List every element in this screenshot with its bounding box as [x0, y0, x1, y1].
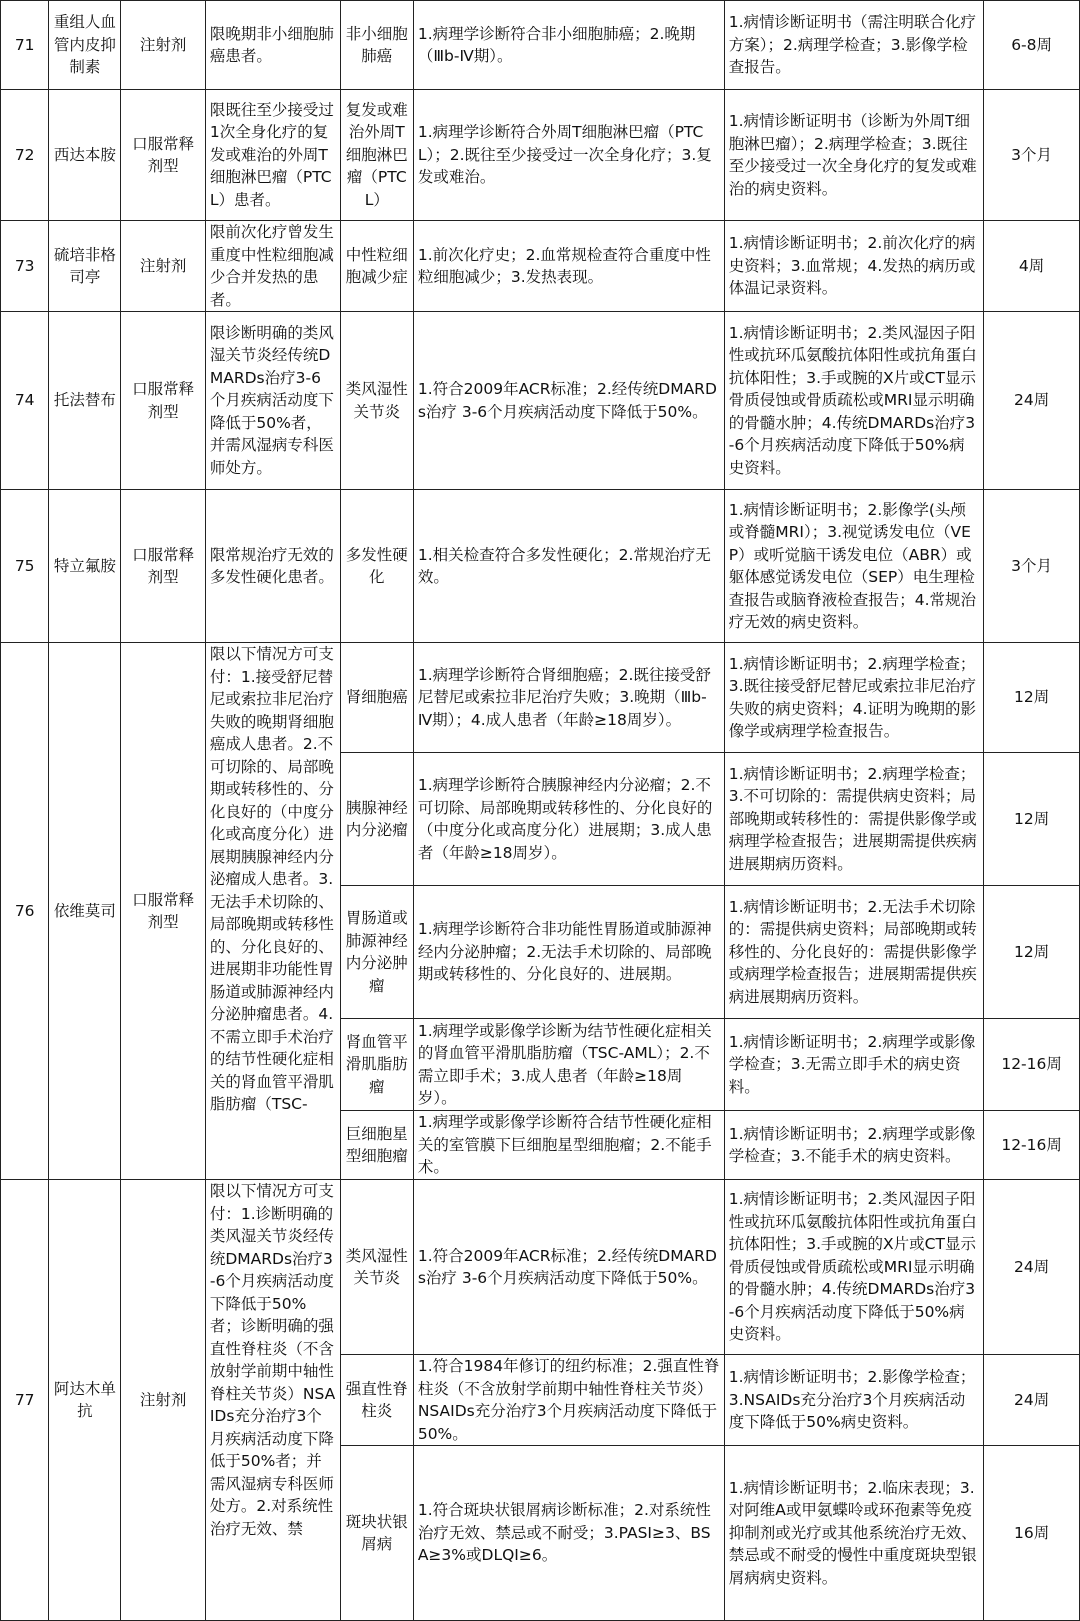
payment-limit: 限以下情况方可支付：1.诊断明确的类风湿关节炎经传统DMARDs治疗3-6个月疾病活动度下降低于50%者；诊断明确的强直性脊柱炎（不含放射学前期中轴性脊柱关节炎）NSAIDs充分治疗3个月疾病活动度下降低于50%者；并需风湿病专科医师处方。2.对系统性治疗无效、禁	[205, 1180, 340, 1621]
review-cycle: 12-16周	[984, 1019, 1080, 1111]
table-row	[1, 221, 1080, 312]
row-number: 71	[1, 1, 49, 90]
review-cycle: 12周	[984, 643, 1080, 753]
dosage-form: 口服常释剂型	[121, 312, 205, 490]
row-number: 76	[1, 643, 49, 1180]
payment-limit: 限常规治疗无效的多发性硬化患者。	[205, 490, 340, 643]
dosage-form: 口服常释剂型	[121, 490, 205, 643]
review-criteria: 1.病理学诊断符合外周T细胞淋巴瘤（PTCL）；2.既往至少接受过一次全身化疗；3.复发或难治。	[413, 90, 724, 221]
required-materials: 1.病情诊断证明书（诊断为外周T细胞淋巴瘤）；2.病理学检查；3.既往至少接受过一次全身化疗的复发或难治的病史资料。	[724, 90, 983, 221]
review-criteria: 1.病理学诊断符合非功能性胃肠道或肺源神经内分泌肿瘤；2.无法手术切除的、局部晚期或转移性的、分化良好的、进展期。	[413, 886, 724, 1019]
drug-name: 依维莫司	[49, 643, 121, 1180]
drug-name: 硫培非格司亭	[49, 221, 121, 312]
required-materials: 1.病情诊断证明书；2.病理学检查；3.既往接受舒尼替尼或索拉非尼治疗失败的病史资料；4.证明为晚期的影像学或病理学检查报告。	[724, 643, 983, 753]
required-materials: 1.病情诊断证明书；2.病理学或影像学检查；3.无需立即手术的病史资料。	[724, 1019, 983, 1111]
required-materials: 1.病情诊断证明书；2.影像学(头颅或脊髓MRI）；3.视觉诱发电位（VEP）或听觉脑干诱发电位（ABR）或躯体感觉诱发电位（SEP）电生理检查报告或脑脊液检查报告；4.常规治疗无效的病史资料。	[724, 490, 983, 643]
indication: 类风湿性关节炎	[340, 1180, 413, 1355]
review-cycle: 4周	[984, 221, 1080, 312]
indication: 多发性硬化	[340, 490, 413, 643]
review-cycle: 6-8周	[984, 1, 1080, 90]
review-cycle: 12周	[984, 886, 1080, 1019]
review-criteria: 1.病理学或影像学诊断为结节性硬化症相关的肾血管平滑肌脂肪瘤（TSC-AML）；2.不需立即手术；3.成人患者（年龄≥18周岁）。	[413, 1019, 724, 1111]
indication: 胃肠道或肺源神经内分泌肿瘤	[340, 886, 413, 1019]
payment-limit: 限前次化疗曾发生重度中性粒细胞减少合并发热的患者。	[205, 221, 340, 312]
review-criteria: 1.符合2009年ACR标准；2.经传统DMARDs治疗 3-6个月疾病活动度下降低于50%。	[413, 1180, 724, 1355]
indication: 肾血管平滑肌脂肪瘤	[340, 1019, 413, 1111]
indication: 强直性脊柱炎	[340, 1355, 413, 1446]
review-cycle: 16周	[984, 1446, 1080, 1621]
indication: 胰腺神经内分泌瘤	[340, 753, 413, 886]
review-criteria: 1.病理学诊断符合非小细胞肺癌；2.晚期（Ⅲb-Ⅳ期）。	[413, 1, 724, 90]
drug-name: 重组人血管内皮抑制素	[49, 1, 121, 90]
review-criteria: 1.病理学诊断符合胰腺神经内分泌瘤；2.不可切除、局部晚期或转移性的、分化良好的（中度分化或高度分化）进展期；3.成人患者（年龄≥18周岁）。	[413, 753, 724, 886]
drug-name: 特立氟胺	[49, 490, 121, 643]
payment-limit: 限以下情况方可支付：1.接受舒尼替尼或索拉非尼治疗失败的晚期肾细胞癌成人患者。2.不可切除的、局部晚期或转移性的、分化良好的（中度分化或高度分化）进展期胰腺神经内分泌瘤成人患者。3.无法手术切除的、局部晚期或转移性的、分化良好的、进展期非功能性胃肠道或肺源神经内分泌肿瘤患者。4.不需立即手术治疗的结节性硬化症相关的肾血管平滑肌脂肪瘤（TSC-	[205, 643, 340, 1180]
review-criteria: 1.符合2009年ACR标准；2.经传统DMARDs治疗 3-6个月疾病活动度下降低于50%。	[413, 312, 724, 490]
table-row	[1, 490, 1080, 643]
drug-name: 阿达木单抗	[49, 1180, 121, 1621]
review-cycle: 3个月	[984, 90, 1080, 221]
indication: 肾细胞癌	[340, 643, 413, 753]
indication: 斑块状银屑病	[340, 1446, 413, 1621]
row-number: 73	[1, 221, 49, 312]
review-cycle: 24周	[984, 1180, 1080, 1355]
required-materials: 1.病情诊断证明书；2.影像学检查；3.NSAIDs充分治疗3个月疾病活动度下降低于50%病史资料。	[724, 1355, 983, 1446]
required-materials: 1.病情诊断证明书；2.病理学检查；3.不可切除的：需提供病史资料；局部晚期或转移性的：需提供影像学或病理学检查报告；进展期需提供疾病进展期病历资料。	[724, 753, 983, 886]
required-materials: 1.病情诊断证明书；2.无法手术切除的：需提供病史资料；局部晚期或转移性的、分化良好的：需提供影像学或病理学检查报告；进展期需提供疾病进展期病历资料。	[724, 886, 983, 1019]
row-number: 77	[1, 1180, 49, 1621]
review-cycle: 3个月	[984, 490, 1080, 643]
table-row	[1, 312, 1080, 490]
review-criteria: 1.相关检查符合多发性硬化；2.常规治疗无效。	[413, 490, 724, 643]
payment-limit: 限诊断明确的类风湿关节炎经传统DMARDs治疗3-6个月疾病活动度下降低于50%者，并需风湿病专科医师处方。	[205, 312, 340, 490]
dosage-form: 注射剂	[121, 221, 205, 312]
payment-limit: 限晚期非小细胞肺癌患者。	[205, 1, 340, 90]
review-cycle: 12-16周	[984, 1111, 1080, 1180]
required-materials: 1.病情诊断证明书；2.前次化疗的病史资料；3.血常规；4.发热的病历或体温记录资料。	[724, 221, 983, 312]
review-criteria: 1.病理学或影像学诊断符合结节性硬化症相关的室管膜下巨细胞星型细胞瘤；2.不能手术。	[413, 1111, 724, 1180]
review-criteria: 1.符合1984年修订的纽约标准；2.强直性脊柱炎（不含放射学前期中轴性脊柱关节炎）NSAIDs充分治疗3个月疾病活动度下降低于50%。	[413, 1355, 724, 1446]
drug-name: 西达本胺	[49, 90, 121, 221]
indication: 非小细胞肺癌	[340, 1, 413, 90]
indication: 类风湿性关节炎	[340, 312, 413, 490]
review-criteria: 1.病理学诊断符合肾细胞癌；2.既往接受舒尼替尼或索拉非尼治疗失败；3.晚期（Ⅲb-Ⅳ期）；4.成人患者（年龄≥18周岁）。	[413, 643, 724, 753]
review-cycle: 12周	[984, 753, 1080, 886]
review-cycle: 24周	[984, 1355, 1080, 1446]
drug-name: 托法替布	[49, 312, 121, 490]
review-criteria: 1.前次化疗史；2.血常规检查符合重度中性粒细胞减少；3.发热表现。	[413, 221, 724, 312]
payment-limit: 限既往至少接受过1次全身化疗的复发或难治的外周T细胞淋巴瘤（PTCL）患者。	[205, 90, 340, 221]
dosage-form: 口服常释剂型	[121, 643, 205, 1180]
indication: 复发或难治外周T细胞淋巴瘤（PTCL）	[340, 90, 413, 221]
required-materials: 1.病情诊断证明书（需注明联合化疗方案）；2.病理学检查；3.影像学检查报告。	[724, 1, 983, 90]
dosage-form: 口服常释剂型	[121, 90, 205, 221]
row-number: 75	[1, 490, 49, 643]
table-row	[1, 1180, 1080, 1355]
dosage-form: 注射剂	[121, 1, 205, 90]
indication: 巨细胞星型细胞瘤	[340, 1111, 413, 1180]
table-row	[1, 1, 1080, 90]
table-row	[1, 643, 1080, 753]
required-materials: 1.病情诊断证明书；2.临床表现；3.对阿维A或甲氨蝶呤或环孢素等免疫抑制剂或光疗或其他系统治疗无效、禁忌或不耐受的慢性中重度斑块型银屑病病史资料。	[724, 1446, 983, 1621]
indication: 中性粒细胞减少症	[340, 221, 413, 312]
required-materials: 1.病情诊断证明书；2.类风湿因子阳性或抗环瓜氨酸抗体阳性或抗角蛋白抗体阳性；3.手或腕的X片或CT显示骨质侵蚀或骨质疏松或MRI显示明确的骨髓水肿；4.传统DMARDs治疗3-6个月疾病活动度下降低于50%病史资料。	[724, 312, 983, 490]
review-cycle: 24周	[984, 312, 1080, 490]
dosage-form: 注射剂	[121, 1180, 205, 1621]
required-materials: 1.病情诊断证明书；2.病理学或影像学检查；3.不能手术的病史资料。	[724, 1111, 983, 1180]
review-criteria: 1.符合斑块状银屑病诊断标准；2.对系统性治疗无效、禁忌或不耐受；3.PASI≥3、BSA≥3%或DLQI≥6。	[413, 1446, 724, 1621]
row-number: 74	[1, 312, 49, 490]
table-row	[1, 90, 1080, 221]
required-materials: 1.病情诊断证明书；2.类风湿因子阳性或抗环瓜氨酸抗体阳性或抗角蛋白抗体阳性；3.手或腕的X片或CT显示骨质侵蚀或骨质疏松或MRI显示明确的骨髓水肿；4.传统DMARDs治疗3-6个月疾病活动度下降低于50%病史资料。	[724, 1180, 983, 1355]
row-number: 72	[1, 90, 49, 221]
